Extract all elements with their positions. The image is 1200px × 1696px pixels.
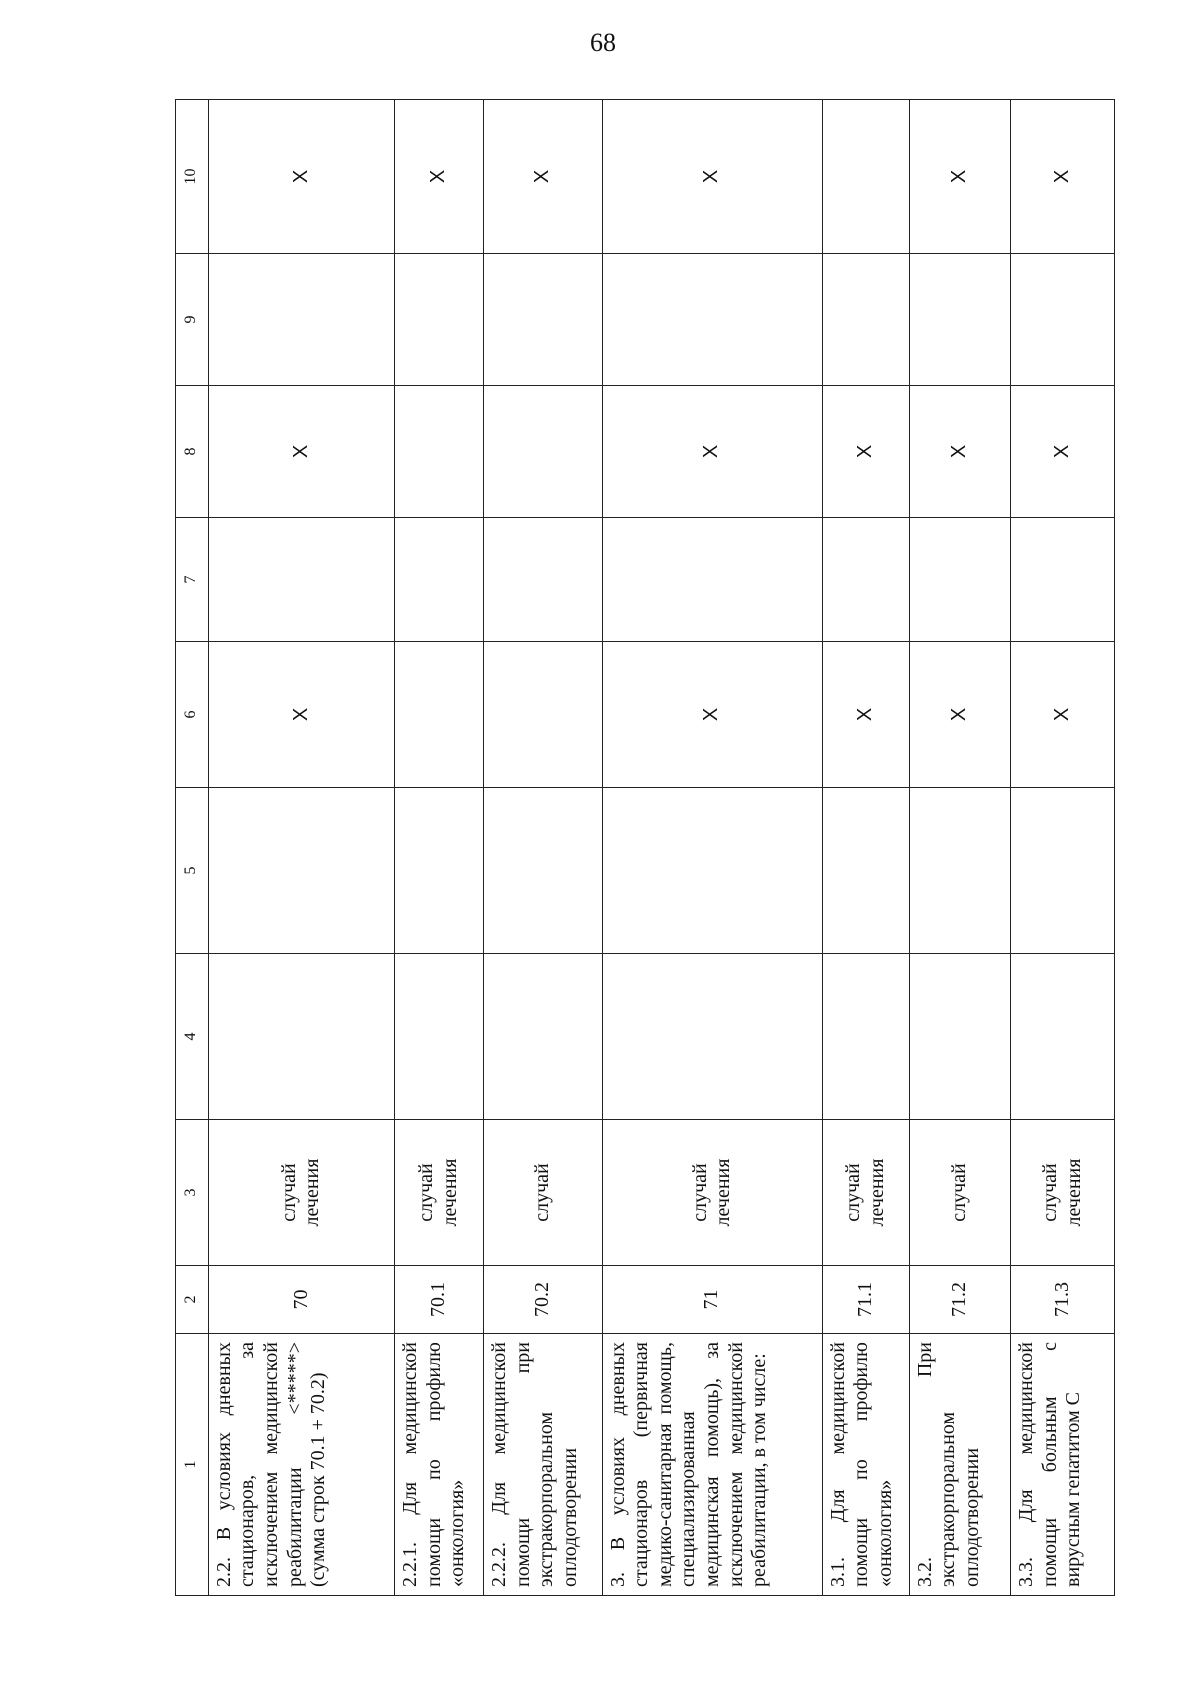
rotated-table-area xyxy=(175,100,1115,1596)
row-code: 71.3 xyxy=(1011,1266,1115,1334)
header-cell: 5 xyxy=(176,788,209,954)
row-code: 70.1 xyxy=(395,1266,484,1334)
row-code: 70 xyxy=(208,1266,394,1334)
header-cell: 3 xyxy=(176,1120,209,1266)
cell-8: X xyxy=(822,386,909,518)
table-row xyxy=(1011,100,1115,1596)
row-code: 70.2 xyxy=(484,1266,603,1334)
cell-6: X xyxy=(909,642,1011,788)
row-name: 3.1. Для медицинской помощи по профилю «онкология» xyxy=(822,1334,909,1596)
cell-9 xyxy=(484,254,603,386)
cell-7 xyxy=(1011,518,1115,642)
cell-5 xyxy=(909,788,1011,954)
table-row xyxy=(602,100,822,1596)
header-cell: 9 xyxy=(176,254,209,386)
cell-4 xyxy=(909,954,1011,1120)
cell-7 xyxy=(822,518,909,642)
row-unit: случай лечения xyxy=(602,1120,822,1266)
cell-4 xyxy=(602,954,822,1120)
table-container xyxy=(175,100,1115,1596)
header-cell: 8 xyxy=(176,386,209,518)
cell-5 xyxy=(484,788,603,954)
cell-6: X xyxy=(602,642,822,788)
cell-8 xyxy=(395,386,484,518)
cell-9 xyxy=(822,254,909,386)
cell-4 xyxy=(1011,954,1115,1120)
cell-7 xyxy=(484,518,603,642)
cell-4 xyxy=(395,954,484,1120)
cell-6 xyxy=(484,642,603,788)
row-unit: случай лечения xyxy=(208,1120,394,1266)
row-code: 71.1 xyxy=(822,1266,909,1334)
row-name: 3.2. При экстракорпоральном оплодотворении xyxy=(909,1334,1011,1596)
row-name: 3. В условиях дневных стационаров (первичная медико-санитарная помощь, специализированная медицинская помощь), за исключением медицинской реабилитации, в том числе: xyxy=(602,1334,822,1596)
page-number: 68 xyxy=(590,28,616,57)
cell-6 xyxy=(395,642,484,788)
row-unit: случай лечения xyxy=(395,1120,484,1266)
cell-5 xyxy=(395,788,484,954)
cell-5 xyxy=(1011,788,1115,954)
header-cell: 1 xyxy=(176,1334,209,1596)
header-row xyxy=(176,100,209,1596)
row-unit: случай xyxy=(909,1120,1011,1266)
row-unit: случай лечения xyxy=(822,1120,909,1266)
table-row xyxy=(909,100,1011,1596)
cell-7 xyxy=(208,518,394,642)
header-cell: 7 xyxy=(176,518,209,642)
row-code: 71 xyxy=(602,1266,822,1334)
cell-10: X xyxy=(909,100,1011,254)
row-name: 3.3. Для медицинской помощи больным с вирусным гепатитом С xyxy=(1011,1334,1115,1596)
cell-10: X xyxy=(395,100,484,254)
cell-9 xyxy=(208,254,394,386)
row-name: 2.2.1. Для медицинской помощи по профилю «онкология» xyxy=(395,1334,484,1596)
cell-7 xyxy=(909,518,1011,642)
cell-8: X xyxy=(1011,386,1115,518)
cell-10: X xyxy=(602,100,822,254)
header-cell: 2 xyxy=(176,1266,209,1334)
cell-8 xyxy=(484,386,603,518)
header-cell: 6 xyxy=(176,642,209,788)
cell-6: X xyxy=(208,642,394,788)
cell-8: X xyxy=(602,386,822,518)
cell-7 xyxy=(395,518,484,642)
cell-7 xyxy=(602,518,822,642)
cell-6: X xyxy=(822,642,909,788)
cell-4 xyxy=(822,954,909,1120)
header-cell: 10 xyxy=(176,100,209,254)
cell-4 xyxy=(484,954,603,1120)
cell-10: X xyxy=(1011,100,1115,254)
cell-10: X xyxy=(484,100,603,254)
header-cell: 4 xyxy=(176,954,209,1120)
row-name: 2.2. В условиях дневных стационаров, за исключением медицинской реабилитации <*****> (сумма строк 70.1 + 70.2) xyxy=(208,1334,394,1596)
cell-9 xyxy=(395,254,484,386)
table-row xyxy=(395,100,484,1596)
cell-9 xyxy=(909,254,1011,386)
table-row xyxy=(484,100,603,1596)
cell-8: X xyxy=(909,386,1011,518)
row-unit: случай xyxy=(484,1120,603,1266)
table-row xyxy=(822,100,909,1596)
cell-8: X xyxy=(208,386,394,518)
cell-9 xyxy=(1011,254,1115,386)
table-row xyxy=(208,100,394,1596)
cell-9 xyxy=(602,254,822,386)
cell-5 xyxy=(208,788,394,954)
row-name: 2.2.2. Для медицинской помощи при экстракорпоральном оплодотворении xyxy=(484,1334,603,1596)
cell-4 xyxy=(208,954,394,1120)
cell-5 xyxy=(822,788,909,954)
cell-10: X xyxy=(208,100,394,254)
row-code: 71.2 xyxy=(909,1266,1011,1334)
cell-5 xyxy=(602,788,822,954)
data-table xyxy=(175,99,1115,1596)
row-unit: случай лечения xyxy=(1011,1120,1115,1266)
cell-10 xyxy=(822,100,909,254)
cell-6: X xyxy=(1011,642,1115,788)
